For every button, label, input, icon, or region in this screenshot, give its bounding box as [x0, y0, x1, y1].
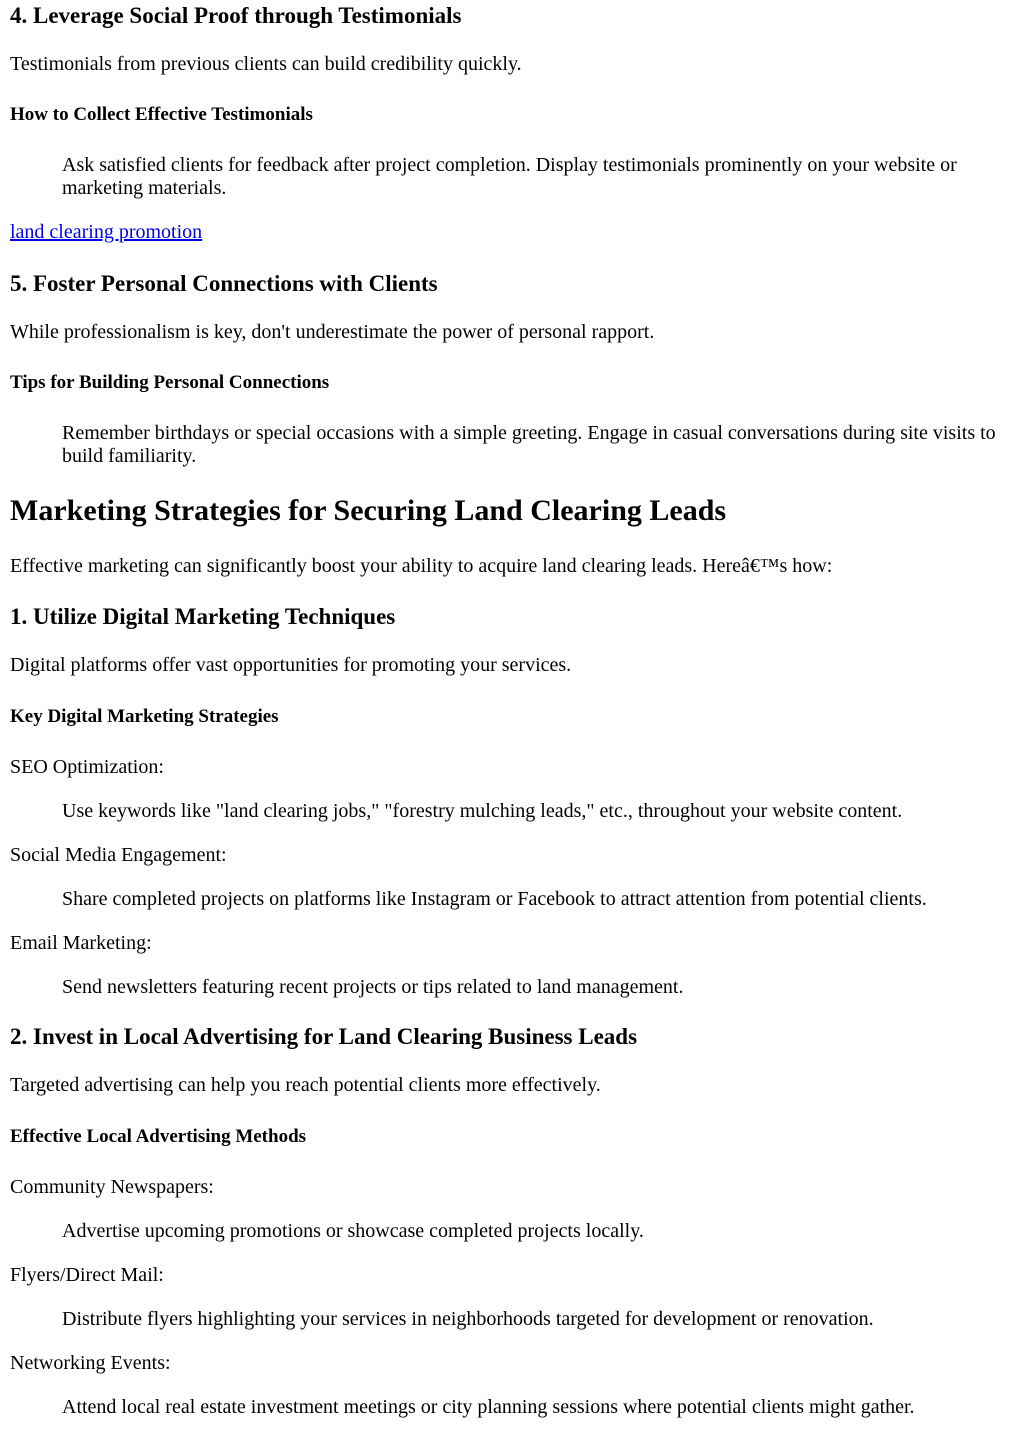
paragraph: While professionalism is key, don't underestimate the power of personal rapport. — [10, 321, 655, 343]
paragraph: Digital platforms offer vast opportunities for promoting your services. — [10, 654, 572, 676]
list-item-term: Email Marketing: — [10, 932, 152, 954]
paragraph: Targeted advertising can help you reach potential clients more effectively. — [10, 1074, 601, 1096]
main-heading-marketing-strategies: Marketing Strategies for Securing Land Clearing Leads — [10, 494, 727, 527]
land-clearing-promotion-link[interactable]: land clearing promotion — [10, 221, 203, 243]
subheading-digital-strategies: Key Digital Marketing Strategies — [10, 706, 279, 727]
section-heading-personal-connections: 5. Foster Personal Connections with Clients — [10, 271, 438, 296]
section-heading-digital-marketing: 1. Utilize Digital Marketing Techniques — [10, 604, 396, 629]
subheading-personal-connections: Tips for Building Personal Connections — [10, 372, 330, 393]
blockquote: Ask satisfied clients for feedback after project completion. Display testimonials prominently on your website or marketing materials. — [62, 154, 957, 199]
blockquote: Remember birthdays or special occasions with a simple greeting. Engage in casual conversations during site visits to build familiarity. — [62, 422, 996, 467]
list-item-term: Networking Events: — [10, 1352, 171, 1374]
list-item-term: Flyers/Direct Mail: — [10, 1264, 164, 1286]
paragraph: Effective marketing can significantly boost your ability to acquire land clearing leads. Hereâ€™s how: — [10, 555, 833, 577]
list-item-desc: Use keywords like "land clearing jobs," "forestry mulching leads," etc., throughout your website content. — [62, 800, 903, 822]
list-item-term: Social Media Engagement: — [10, 844, 227, 866]
list-item-desc: Share completed projects on platforms like Instagram or Facebook to attract attention from potential clients. — [62, 888, 927, 910]
list-item-term: Community Newspapers: — [10, 1176, 214, 1198]
subheading-collect-testimonials: How to Collect Effective Testimonials — [10, 104, 313, 125]
list-item-term: SEO Optimization: — [10, 756, 164, 778]
section-heading-testimonials: 4. Leverage Social Proof through Testimonials — [10, 3, 462, 28]
section-heading-local-advertising: 2. Invest in Local Advertising for Land Clearing Business Leads — [10, 1024, 638, 1049]
paragraph: Testimonials from previous clients can build credibility quickly. — [10, 53, 522, 75]
list-item-desc: Send newsletters featuring recent projects or tips related to land management. — [62, 976, 684, 998]
subheading-local-methods: Effective Local Advertising Methods — [10, 1126, 307, 1147]
list-item-desc: Advertise upcoming promotions or showcase completed projects locally. — [62, 1220, 644, 1242]
list-item-desc: Distribute flyers highlighting your services in neighborhoods targeted for development or renovation. — [62, 1308, 874, 1330]
list-item-desc: Attend local real estate investment meetings or city planning sessions where potential clients might gather. — [62, 1396, 915, 1418]
